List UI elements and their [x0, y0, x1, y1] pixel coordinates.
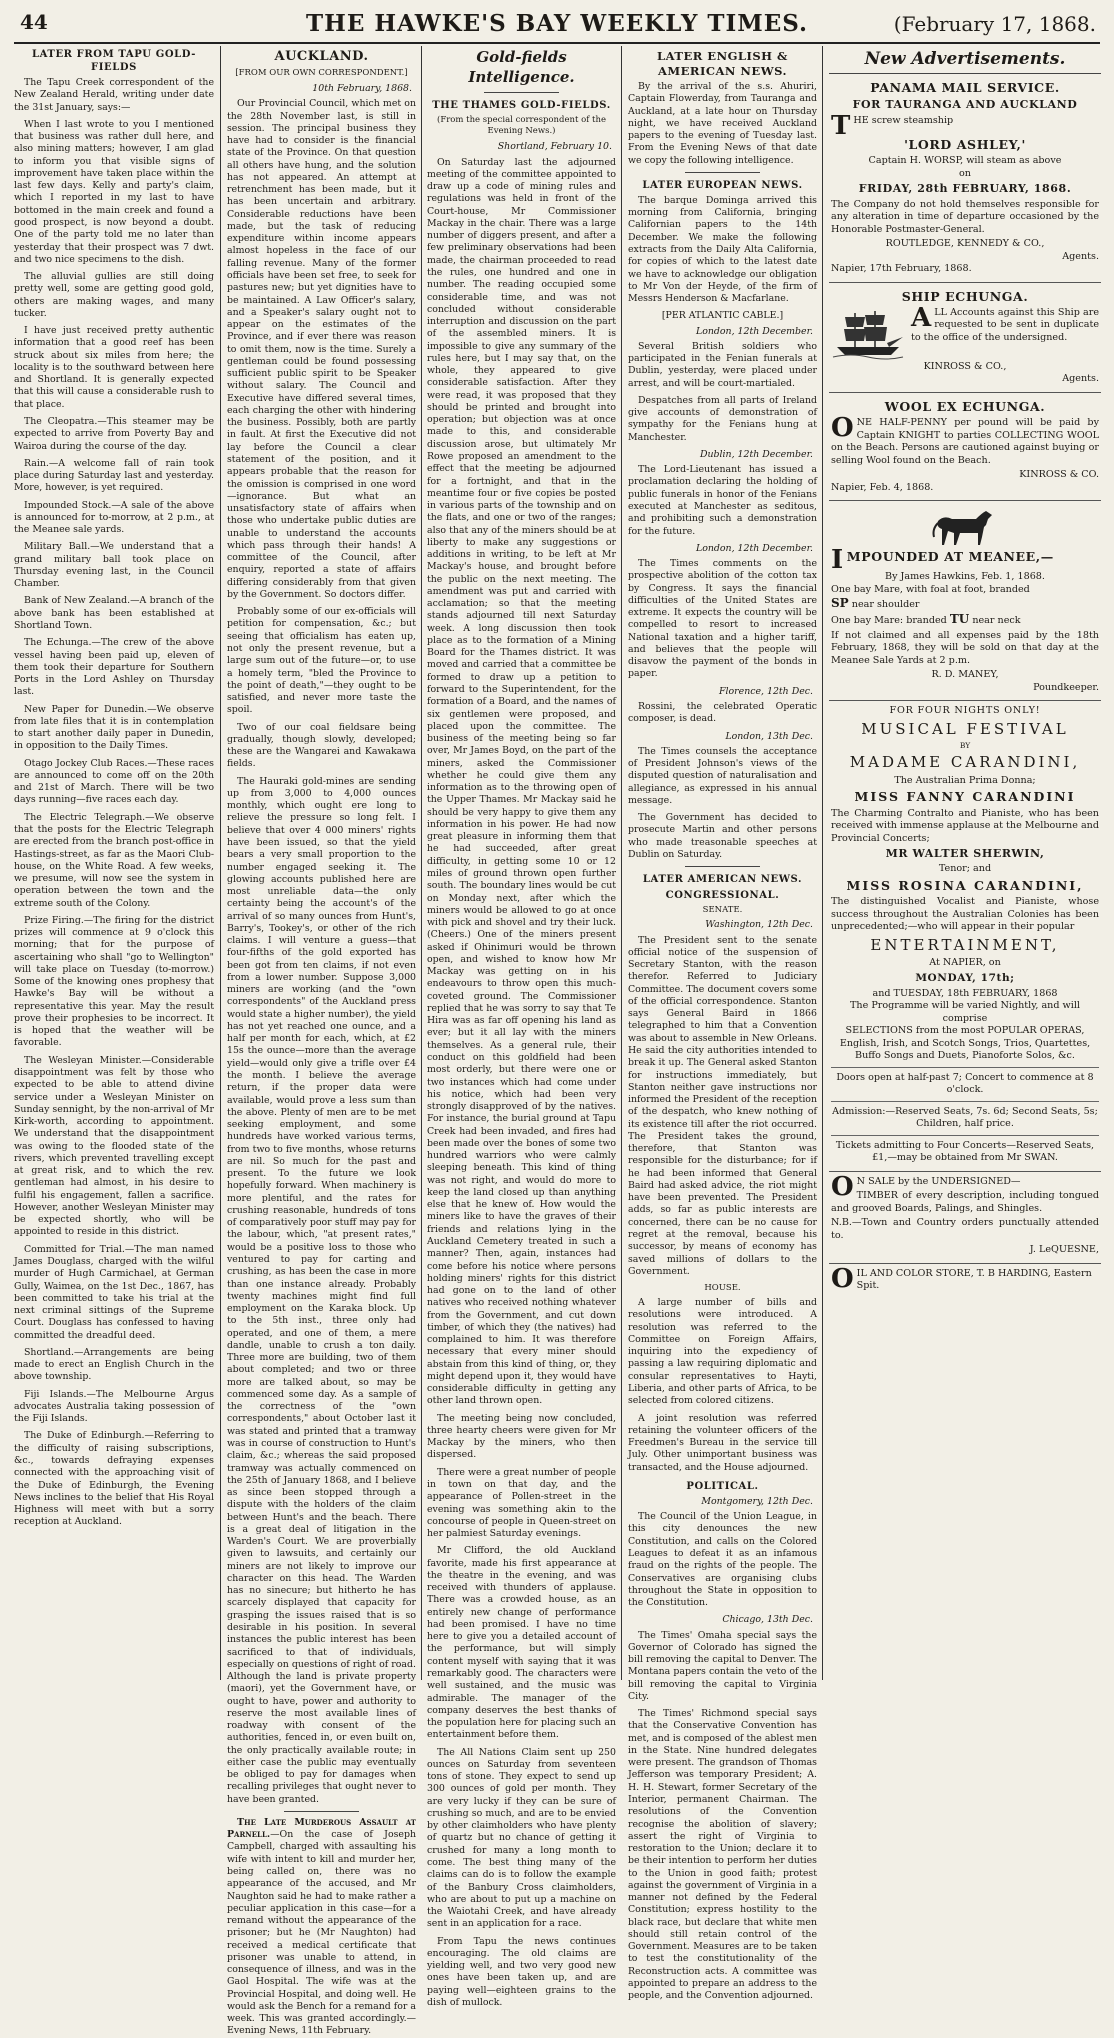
paragraph-heading: The Late Murderous Assault at Parnell. [227, 1816, 416, 1841]
ship-name: 'LORD ASHLEY,' [904, 136, 1026, 152]
article-paragraph: The Times' Richmond special says that the Conservative Convention has met, and is composed of the ablest men in the State. Nine hundred delegates were present. The grandson of Thomas Jefferson was temporary President; A. H. H. Stewart, former Secretary of the Interior, permanent Chairman. The resolutions of the Convention recognise the abolition of slavery; assert the right of Virginia to restoration to the Union; declare it to be their intention to perform her duties to the Union in good faith; protest against the government of Virginia in a manner not defined by the Federal Constitution; express hostility to the black race, but declare that white men should still retain control of the Government. Measures are to be taken to test the constitutionality of the Reconstruction acts. A committee was appointed to prepare an address to the people, and the Convention adjourned. [628, 1708, 817, 2002]
dateline: London, 12th December. [696, 542, 813, 554]
advert-panama-mail [829, 74, 1101, 282]
news-item: Several British soldiers who participated in the Fenian funerals at Dublin, yesterday, were placed under arrest, and will be court-martialed. [628, 340, 817, 389]
article-paragraph: Our Provincial Council, which met on the 28th November last, is still in session. The principal business they have had to consider is the financial state of the Province. On that question all others have hung, and the solution has not appeared. An attempt at retrenchment has been made, but it has been uncertain and arbitrary. Considerable reductions have been made, but the task of reducing expenditure within income appears almost hopeless in the face of our falling revenue. Many of the former officials have been set free, to seek for pastures new; but yet dignities have to be maintained. A Law Officer's salary, and a Speaker's salary ought not to appear on the estimates of the Province, and if ever there was reason to omit them, now is the time. Surely a gentleman could be found possessing sufficient public spirit to be Speaker without salary. The Council and Executive have differed several times, each charging the other with hindering the business. Possibly, both are partly in fault. At first the Executive did not lay before the Council a clear statement of the position, and it appears probable that the reason for the omission is comprised in one word—ignorance. But what an unsatisfactory state of affairs when those who undertake public duties are unable to understand the accounts which pass through their hands! A committee of the Council, after enquiry, reported a state of affairs differing considerably from that given by the Government. So doctors differ. [227, 98, 416, 600]
article-heading: THE THAMES GOLD-FIELDS. [432, 100, 611, 112]
performer-desc: Tenor; and [938, 863, 992, 875]
article-heading: AUCKLAND. [274, 49, 369, 64]
advert-title: SHIP ECHUNGA. [901, 288, 1029, 304]
article-body [427, 157, 616, 2010]
article-paragraph: The Echunga.—The crew of the above vessel having been paid up, eleven of them took their departure for Southern Ports in the Lord Ashley on Thursday last. [14, 637, 214, 698]
advert-text: HE screw steamship [853, 114, 954, 126]
advert-place: Napier, 17th February, 1868. [831, 263, 972, 275]
article-paragraph: When I last wrote to you I mentioned that business was rather dull here, and also mining matters; however, I am glad to inform you that visible signs of improvement have taken place within the last few days. Kelly and party's claim, which I reported in my last to have bottomed in the main creek and found a good prospect, is now beyond a doubt. One of the party told me no later than yesterday that their prospect was 7 dwt. and two nice specimens to the dish. [14, 118, 214, 265]
festival-name: MUSICAL FESTIVAL [861, 719, 1069, 738]
issue-date: (February 17, 1868. [893, 12, 1096, 36]
performer-desc: The Australian Prima Donna; [894, 774, 1036, 786]
article-body [14, 77, 214, 1528]
advert-text: At NAPIER, on [929, 957, 1001, 969]
advert-text: By James Hawkins, Feb. 1, 1868. [885, 571, 1045, 583]
article-paragraph: The Times' Omaha special says the Governor of Colorado has signed the bill removing the capital to Denver. The Montana papers contain the veto of the bill removing the capital to Virginia City. [628, 1629, 817, 1702]
advert-title [831, 545, 1099, 576]
dateline: 10th February, 1868. [312, 83, 412, 95]
performer-name: MADAME CARANDINI, [849, 753, 1081, 772]
article-paragraph: The meeting being now concluded, three hearty cheers were given for Mr Mackay by the miners, who then dispersed. [427, 1412, 616, 1461]
section-heading: New Advertisements. [864, 49, 1066, 69]
article-paragraph: Committed for Trial.—The man named James Douglass, charged with the wilful murder of Hugh Carmichael, at German Gully, Waimea, on the 1st Dec., 1867, has been committed to take his trial at the next criminal sittings of the Supreme Court. Douglass has confessed to having committed the dreadful deed. [14, 1243, 214, 1341]
news-item: The Times counsels the acceptance of President Johnson's views of the disputed question of naturalisation and allegiance, as expressed in his annual message. [628, 745, 817, 806]
article-paragraph: A large number of bills and resolutions were introduced. A resolution was referred to the Committee on Foreign Affairs, inquiring into the expediency of passing a law requiring diplomatic and consular representatives to Hayti, Liberia, and other parts of Africa, to be selected from colored citizens. [628, 1297, 817, 1407]
column-rule [822, 46, 823, 1680]
agent-name: KINROSS & CO. [1019, 469, 1099, 481]
article-paragraph: Mr Clifford, the old Auckland favorite, made his first appearance at the theatre in the evening, and was received with thunders of applause. There was a crowded house, as an entirely new change of performance had been promised. I have no time here to give you a detailed account of the performance, but will simply content myself with saying that it was remarkably good. The characters were well sustained, and the music was admirable. The manager of the company deserves the best thanks of the population here for placing such an entertainment before them. [427, 1545, 616, 1741]
masthead-rule [14, 42, 1100, 44]
performer-desc: The distinguished Vocalist and Pianiste, whose success throughout the Australian Colonies has been unprecedented;—who will appear in their popular [831, 896, 1099, 933]
advert-line [831, 596, 1099, 612]
column-rule [421, 46, 422, 1680]
advert-text: One bay Mare: branded [831, 615, 947, 627]
performer-desc: The Charming Contralto and Pianiste, who has been received with immense applause at the Melbourne and Provincial Concerts; [831, 807, 1100, 844]
entertainment-title: ENTERTAINMENT, [870, 935, 1060, 954]
advert-title: PANAMA MAIL SERVICE. [870, 80, 1060, 96]
drop-cap: I [831, 545, 844, 576]
advert-impounded [829, 501, 1101, 701]
concert-date: and TUESDAY, 18th FEBRUARY, 1868 [872, 987, 1058, 999]
advert-title: WOOL EX ECHUNGA. [884, 398, 1046, 414]
article-paragraph: The Electric Telegraph.—We observe that the posts for the Electric Telegraph are erected from the branch post-office in Hastings-street, as far as the Maori Club-house, on the White Road. A few weeks, we presume, will now see the system in operation between the town and the extreme south of the Colony. [14, 811, 214, 909]
advert-text: LL Accounts against this Ship are requested to be sent in duplicate to the office of the undersigned. [911, 306, 1099, 343]
article-paragraph: The barque Dominga arrived this morning from California, bringing Californian papers to the 14th December. We make the following extracts from the Daily Alta California, for copies of which to the latest date we have to acknowledge our obligation to Mr Von der Heyde, of the firm of Messrs Henderson & Macfarlane. [628, 194, 817, 305]
article-paragraph: Otago Jockey Club Races.—These races are announced to come off on the 20th and 21st of March. There will be two days running—five races each day. [14, 757, 214, 806]
article-paragraph: Probably some of our ex-officials will petition for compensation, &c.; but seeing that officialism has eaten up, not only the present revenue, but a large sum out of the future—or, to use a homely term, "bled the Province to the point of death,"—they ought to be satisfied, and never more taste the spoil. [227, 606, 416, 716]
advert-title [831, 1263, 1099, 1294]
performer-name: MISS ROSINA CARANDINI, [846, 877, 1084, 893]
article-paragraph: On Saturday last the adjourned meeting of the committee appointed to draw up a code of mining rules and regulations was held in front of the Court-house, Mr Commissioner Mackay in the chair. There was a large number of diggers present, and after a few preliminary observations had been made, the chairman proceeded to read the rules, one hundred and one in number. The reading occupied some considerable time, and was not concluded without considerable interruption and discussion on the part of the assembled miners. It is impossible to give any summary of the rules here, but I may say that, on the whole, they appeared to give considerable satisfaction. After they were read, it was proposed that they should be printed and brought into operation; but objection was at once made to this, and considerable discussion arose, but ultimately Mr Rowe proposed an amendment to the effect that the meeting be adjourned for a fortnight, and that in the meantime four or five copies be posted in various parts of the township and on the flats, and one or two of the ranges; also that any of the miners should be at liberty to make any suggestions or additions in writing, to be left at Mr Mackay's house, and brought before the public on the next meeting. The amendment was put and carried with acclamation; so that the meeting stands adjourned till next Saturday week. A long discussion then took place as to the formation of a Mining Board for the Thames district. It was moved and carried that a committee be formed to draw up a petition to forward to the Superintendent, for the formation of a Board, and the names of six gentlemen were proposed, and placed upon the committee. The business of the meeting being so far over, Mr James Boyd, on the part of the miners, asked the Commissioner whether he could give them any information as to the throwing open of the Upper Thames. Mr Mackay said he should be very happy to give them any information in his power. He had now great pleasure in informing them that he had succeeded, after great difficulty, in getting some 10 or 12 miles of ground thrown open further south. The boundary lines would be cut on Monday next, after which the miners would be allowed to go at once with pick and shovel and try their luck. (Cheers.) One of the miners present asked if Ohinimuri would be thrown open, and wished to know how Mr Mackay was getting on in his endeavours to throw open this much-coveted ground. The Commissioner replied that he was sorry to say that Te Hira was as far off opening his land as ever; but it all lay with the miners themselves. As a general rule, their conduct on this goldfield had been most orderly, but there were one or two instances which had come under his notice, which had been very strongly disapproved of by the natives. For instance, the burial ground at Tapu Creek had been invaded, and fires had been made over the bones of some two hundred warriors who were calmly sleeping beneath. This kind of thing was not right, and would do more to keep the land closed up than anything else that he knew of. How would the miners like to have the graves of their friends and relations lying in the Auckland Cemetery treated in such a manner? Then, again, instances had come before his notice where persons holding miners' rights for this district had gone on to the land of other natives who received nothing whatever from the Government, and cut down timber, of which they (the natives) had complained to him. It was therefore necessary that every miner should abstain from this kind of thing, or, they might depend upon it, they would have considerable difficulty in getting any other land thrown open. [427, 156, 616, 1407]
article-paragraph: Impounded Stock.—A sale of the above is announced for to-morrow, at 2 p.m., at the Meanee sale yards. [14, 499, 214, 536]
advert-title: FOR FOUR NIGHTS ONLY! [889, 705, 1041, 717]
advert-title-text: N SALE by the UNDERSIGNED— [856, 1175, 1021, 1187]
news-item: The Government has decided to prosecute Martin and other persons who made treasonable speeches at Dublin on Saturday. [628, 812, 817, 860]
divider [685, 866, 761, 867]
drop-cap: A [911, 302, 932, 333]
advert-text: TIMBER of every description, including tongued and grooved Boards, Palings, and Shingles. [831, 1190, 1099, 1214]
advert-place: Napier, Feb. 4, 1868. [831, 481, 934, 493]
sailing-ship-icon [831, 307, 905, 359]
article-paragraph: From Tapu the news continues encouraging. The old claims are yielding well, and two very good new ones have been taken up, and are paying well—eighteen grains to the dish of mullock. [427, 1935, 616, 2008]
advert-oil-store [829, 1264, 1101, 1299]
advert-text: The Programme will be varied Nightly, and will comprise [850, 1000, 1080, 1024]
page-number: 44 [20, 10, 48, 34]
advert-wool [829, 393, 1101, 501]
sub-heading: HOUSE. [704, 1283, 741, 1294]
masthead [0, 6, 1114, 40]
sailing-date: FRIDAY, 28th FEBRUARY, 1868. [858, 182, 1072, 196]
advert-line [831, 110, 1099, 141]
article-paragraph: Prize Firing.—The firing for the district prizes will commence at 9 o'clock this morning; that for the purpose of ascertaining who shall "go to Wellington" will take place on Tuesday (to-morrow.) Some of the knowing ones prophesy that Hawke's Bay will be without a representative this year. May the result prove their prophesies to be incorrect. It is hoped that the weather will be favorable. [14, 914, 214, 1049]
drop-cap: O [831, 1171, 854, 1202]
article-paragraph: The Wesleyan Minister.—Considerable disappointment was felt by those who expected to be able to attend divine service under a Wesleyan Minister on Sunday sennight, by the non-arrival of Mr Kirk-worth, according to appointment. We understand that the disappointment was owing to the flooded state of the rivers, which prevented travelling except at great risk, and to which the rev. gentleman had almost, in his desire to fulfil his engagement, fallen a sacrifice. However, another Wesleyan Minister may be expected shortly, who will be appointed to reside in this district. [14, 1054, 214, 1238]
advert-text [831, 413, 1099, 467]
article-paragraph: The Cleopatra.—This steamer may be expected to arrive from Poverty Bay and Wairoa during the course of the day. [14, 416, 214, 452]
article-paragraph: The Council of the Union League, in this city denounces the new Constitution, and calls on the Colored Leagues to defeat it as an infamous fraud on the rights of the people. The Conservatives are organising clubs throughout the State in opposition to the Constitution. [628, 1511, 817, 1609]
advert-text: near shoulder [851, 599, 920, 611]
dateline: Shortland, February 10. [497, 141, 612, 153]
brand-mark: SP [831, 596, 849, 611]
advert-text: Captain H. WORSP, will steam as above [868, 155, 1062, 167]
concert-date: MONDAY, 17th; [915, 971, 1015, 984]
advert-text: Admission:—Reserved Seats, 7s. 6d; Second Seats, 5s; Children, half price. [832, 1105, 1098, 1130]
article-heading: LATER FROM TAPU GOLD-FIELDS [31, 49, 197, 74]
article-body [227, 98, 416, 1806]
horse-icon [930, 507, 1000, 547]
sub-heading: POLITICAL. [686, 1480, 759, 1492]
agent-role: Agents. [1062, 250, 1099, 262]
correspondent-note: [FROM OUR OWN CORRESPONDENT.] [235, 67, 408, 78]
article-paragraph: The Duke of Edinburgh.—Referring to the difficulty of raising subscriptions, &c., towards defraying expenses connected with the approaching visit of the Duke of Edinburgh, the Evening News inclines to the belief that His Royal Highness will meet with but a sorry reception at Auckland. [14, 1430, 214, 1528]
news-item: Rossini, the celebrated Operatic composer, is dead. [628, 701, 817, 725]
news-item: The Times comments on the prospective abolition of the cotton tax by Congress. It says the financial difficulties of the United States are extreme. It expects the country will be compelled to resort to increased National taxation and a higher tariff, and believes that the people will disavow the payment of the bonds in paper. [628, 558, 817, 680]
article-paragraph: Military Ball.—We understand that a grand military ball took place on Thursday evening last, in the Council Chamber. [14, 541, 214, 590]
dateline: Florence, 12th Dec. [719, 685, 813, 697]
dateline: Chicago, 13th Dec. [722, 1614, 813, 1626]
news-items [628, 326, 817, 862]
column-english-american-news [628, 48, 817, 2002]
advert-text: English, Irish, and Scotch Songs, Trios, Quartettes, Buffo Songs and Duets, Pianoforte Solos, &c. [839, 1037, 1091, 1062]
advert-route: FOR TAURANGA AND AUCKLAND [852, 98, 1078, 112]
divider [831, 1135, 1099, 1136]
agent-name: KINROSS & CO., [923, 360, 1007, 372]
article-paragraph: The Tapu Creek correspondent of the New Zealand Herald, writing under date the 31st January, says:— [14, 77, 214, 113]
article-paragraph: Shortland.—Arrangements are being made to erect an English Church in the above township. [14, 1346, 214, 1383]
dateline: London, 12th December. [696, 325, 813, 337]
advert-text: One bay Mare, with foal at foot, branded [831, 583, 1030, 595]
divider [831, 1101, 1099, 1102]
article-paragraph: The Late Murderous Assault at Parnell.—On the case of Joseph Campbell, charged with assaulting his wife with intent to kill and murder her, being called on, there was no appearance of the accused, and Mr Naughton said he had to make rather a peculiar application in this case—for a remand without the appearance of the prisoner; but he (Mr Naughton) had received a medical certificate that prisoner was unable to attend, in consequence of illness, and was in the Gaol Hospital. The wife was at the Provincial Hospital, and doing well. He would ask the Bench for a remand for a week. This was granted accordingly.—Evening News, 11th February. [227, 1816, 416, 2037]
advert-text: The Company do not hold themselves responsible for any alteration in time of departure occasioned by the Honorable Postmaster-General. [831, 198, 1099, 235]
poundkeeper-role: Poundkeeper. [1033, 681, 1099, 693]
divider [284, 1811, 360, 1812]
drop-cap: O [831, 413, 854, 444]
dateline: Montgomery, 12th Dec. [701, 1495, 813, 1507]
sub-heading: LATER AMERICAN NEWS. [642, 874, 803, 886]
article-paragraph: Two of our coal fieldsare being gradually, though slowly, developed; these are the Wangarei and Kawakawa fields. [227, 721, 416, 770]
column-advertisements [829, 48, 1101, 1676]
dateline: Washington, 12th Dec. [705, 919, 813, 931]
advert-text: on [959, 167, 971, 179]
divider [685, 172, 761, 173]
article-paragraph: The Hauraki gold-mines are sending up from 3,000 to 4,000 ounces monthly, which ought ere long to relieve the pressure so long felt. I believe that over 4 000 miners' rights have been issued, so that the yield bears a very small proportion to the number engaged seeking it. The glowing accounts published here are most unreliable data—the only certainty being the account's of the arrival of so many ounces from Hunt's, Barry's, Tookey's, or other of the rich claims. I will venture a guess—that four-fifths of the gold exported has been got from ten claims, if not even from a lower number. Suppose 3,000 miners are working (and the "own correspondents" of the Auckland press would state a higher number), the yield has not yet reached one ounce, and a half per month for each, which, at £2 15s the ounce—more than the average yield—would only give a trifle over £4 the month. I believe the average return, if the proper data were available, would prove a less sum than the above. Plenty of men are to be met seeking employment, and some hundreds have worked various terms, from two to five months, whose returns are nil. So much for the past and present. To the future we look hopefully forward. When machinery is more plentiful, and the rates for crushing reasonable, hundreds of tons of comparatively poor stuff may pay for the labour, which, "at present rates," would be a positive loss to those who ventured to pay for carting and crushing, as has been the case in more than one instance already. Probably twenty machines might find full employment on the Karaka block. Up to the 5th inst., three only had operated, and one of them, a mere dandle, unable to crush a ton daily. Three more are building, two of them about completed; and two or three more are talked about, so may be commenced some day. As a sample of the correctness of the "own correspondents," about October last it was stated and printed that a tramway was in course of construction to Hunt's claim, &c.; whereas the said proposed tramway was actually commenced on the 25th of January 1868, and I believe as since been stopped through a dispute with the holders of the claim between Hunt's and the beach. There is a great deal of litigation in the Warden's Court. We are proverbially given to lawsuits, and certainly our miners are not likely to improve our character on this head. The Warden has no sinecure; but hitherto he has scarcely displayed that capacity for grasping the issues raised that is so desirable in his position. In several instances the public interest has been sacrificed to that of individuals, especially on questions of right of road. Although the land is private property (maori), yet the Government have, or ought to have, power and authority to reserve the most available lines of roadway with consent of the authorities, fenced in, or even built on, the only practically available route; in either case the public may eventually be obliged to pay for damages when recalling privileges that ought never to have been granted. [227, 775, 416, 1805]
article-paragraph: Rain.—A welcome fall of rain took place during Saturday last and yesterday. More, however, is yet required. [14, 457, 214, 494]
advert-timber [829, 1172, 1101, 1264]
advert-title-text: MPOUNDED AT MEANEE,— [846, 549, 1054, 565]
sub-heading: CONGRESSIONAL. [665, 890, 780, 902]
article-paragraph: I have just received pretty authentic information that a good reef has been struck about six miles from here; the locality is to the southward between here and Shortland. It is generally expected that this will cause a considerable rush to that place. [14, 325, 214, 410]
newspaper-title: THE HAWKE'S BAY WEEKLY TIMES. [305, 10, 809, 37]
advert-text: BY [959, 741, 971, 751]
paragraph-text: On the case of Joseph Campbell, charged with assaulting his wife with intent to kill and murder her, being called on, there was no appearance of the accused, and Mr Naughton said he had to make rather a peculiar application in this case—for a remand without the appearance of the prisoner; but he (Mr Naughton) had received a medical certificate that prisoner was unable to attend, in consequence of illness, and was in the Gaol Hospital. The wife was at the Provincial Hospital, and doing well. He would ask the Bench for a remand for a week. This was granted accordingly.—Evening News, 11th February. [227, 1829, 416, 2037]
drop-cap: T [831, 110, 851, 141]
performer-name: MISS FANNY CARANDINI [854, 789, 1076, 805]
advert-text: N.B.—Town and Country orders punctually attended to. [831, 1217, 1099, 1241]
dateline: London, 13th Dec. [725, 730, 813, 742]
advert-text: Tickets admitting to Four Concerts—Reserved Seats, £1,—may be obtained from Mr SWAN. [835, 1139, 1095, 1164]
correspondent-note: (From the special correspondent of the Evening News.) [437, 115, 606, 137]
column-auckland [227, 48, 416, 2037]
article-paragraph: Fiji Islands.—The Melbourne Argus advocates Australia taking possession of the Fiji Islands. [14, 1388, 214, 1425]
column-rule [220, 46, 221, 1680]
divider [831, 1067, 1099, 1068]
cable-note: [PER ATLANTIC CABLE.] [661, 310, 784, 322]
advert-title-text: IL AND COLOR STORE, T. B HARDING, Eastern Spit. [856, 1267, 1092, 1292]
column-goldfields [427, 48, 616, 2008]
sub-heading: LATER EUROPEAN NEWS. [642, 179, 803, 191]
sub-heading: SENATE. [702, 905, 743, 916]
drop-cap: O [831, 1263, 854, 1294]
column-rule [621, 46, 622, 1680]
advert-text: Doors open at half-past 7; Concert to commence at 8 o'clock. [836, 1071, 1094, 1096]
article-paragraph: There were a great number of people in town on that day, and the appearance of Pollen-street in the evening was something akin to the concourse of people in Queen-street on her palmiest Saturday evenings. [427, 1466, 616, 1540]
advert-musical-festival [829, 701, 1101, 1171]
column-local-news [14, 48, 214, 1676]
article-paragraph: The All Nations Claim sent up 250 ounces on Saturday from seventeen tons of stone. They expect to send up 300 ounces of gold per month. They are very lucky if they can be sure of crushing so much, and are to be envied by other claimholders who have plenty of quartz but no chance of getting it crushed for many a long month to come. The best thing many of the claims can do is to follow the example of the Banbury Cross claimholders, who are about to put up a machine on the Waiotahi Creek, and have already sent in an application for a race. [427, 1746, 616, 1930]
advert-text: If not claimed and all expenses paid by the 18th February, 1868, they will be sold on that day at the Meanee Sale Yards at 2 p.m. [831, 629, 1099, 666]
news-item: Despatches from all parts of Ireland give accounts of demonstration of sympathy for the Fenians hung at Manchester. [628, 394, 817, 443]
agent-role: Agents. [1062, 373, 1099, 385]
agent-name: ROUTLEDGE, KENNEDY & CO., [885, 238, 1045, 250]
dateline: Dublin, 12th December. [700, 448, 813, 460]
article-paragraph: Bank of New Zealand.—A branch of the above bank has been established at Shortland Town. [14, 595, 214, 631]
article-paragraph: A joint resolution was referred retaining the volunteer officers of the Freedmen's Bureau in the service till July. Other unimportant business was transacted, and the House adjourned. [628, 1412, 817, 1473]
section-heading: Gold-fields Intelligence. [468, 48, 575, 86]
performer-name: MR WALTER SHERWIN, [885, 847, 1045, 861]
advert-text: near neck [972, 615, 1021, 627]
advert-line [831, 612, 1099, 628]
poundkeeper-name: R. D. MANEY, [931, 669, 999, 681]
advert-ship-echunga [829, 283, 1101, 393]
article-paragraph: New Paper for Dunedin.—We observe from late files that it is in contemplation to start another daily paper in Dunedin, in opposition to the Daily Times. [14, 703, 214, 752]
article-paragraph: By the arrival of the s.s. Ahuriri, Captain Flowerday, from Tauranga and Auckland, at a late hour on Thursday night, we have received Auckland papers to the evening of Tuesday last. From the Evening News of that date we copy the following intelligence. [628, 81, 817, 166]
article-paragraph: The alluvial gullies are still doing pretty well, some are getting good gold, others are making wages, and many tucker. [14, 271, 214, 319]
article-paragraph: The President sent to the senate official notice of the suspension of Secretary Stanton, with the reason therefor. Referred to Judiciary Committee. The document covers some of the official correspondence. Stanton says General Baird in 1866 telegraphed to him that a Convention was about to assemble in New Orleans. He said the city authorities intended to break it up. The General asked Stanton for instructions immediately, but Stanton neither gave instructions nor informed the President of the reception of the despatch, who knew nothing of its existence till after the riot occurred. The President takes the ground, therefore, that Stanton was responsible for the disturbance; for if he had been informed that General Baird had asked advice, the riot might have been prevented. The President adds, so far as public interests are concerned, there can be no cause for regret at the removal, because his successor, by means of economy has saved millions of dollars to the Government. [628, 934, 817, 1277]
news-item: The Lord-Lieutenant has issued a proclamation declaring the holding of public funerals in honor of the Fenians executed at Manchester as seditous, and prohibiting such a demonstration for the future. [628, 464, 817, 537]
advert-text: NE HALF-PENNY per pound will be paid by Captain KNIGHT to parties COLLECTING WOOL on the Beach. Persons are cautioned against buying or selling Wool found on the Beach. [831, 417, 1099, 466]
divider [484, 92, 560, 93]
article-heading: LATER ENGLISH & AMERICAN NEWS. [657, 49, 788, 78]
advert-line [831, 584, 1099, 597]
advert-text: SELECTIONS from the most POPULAR OPERAS, [845, 1025, 1085, 1037]
brand-mark: TU [949, 612, 970, 627]
advertiser-name: J. LeQUESNE, [1029, 1244, 1099, 1256]
